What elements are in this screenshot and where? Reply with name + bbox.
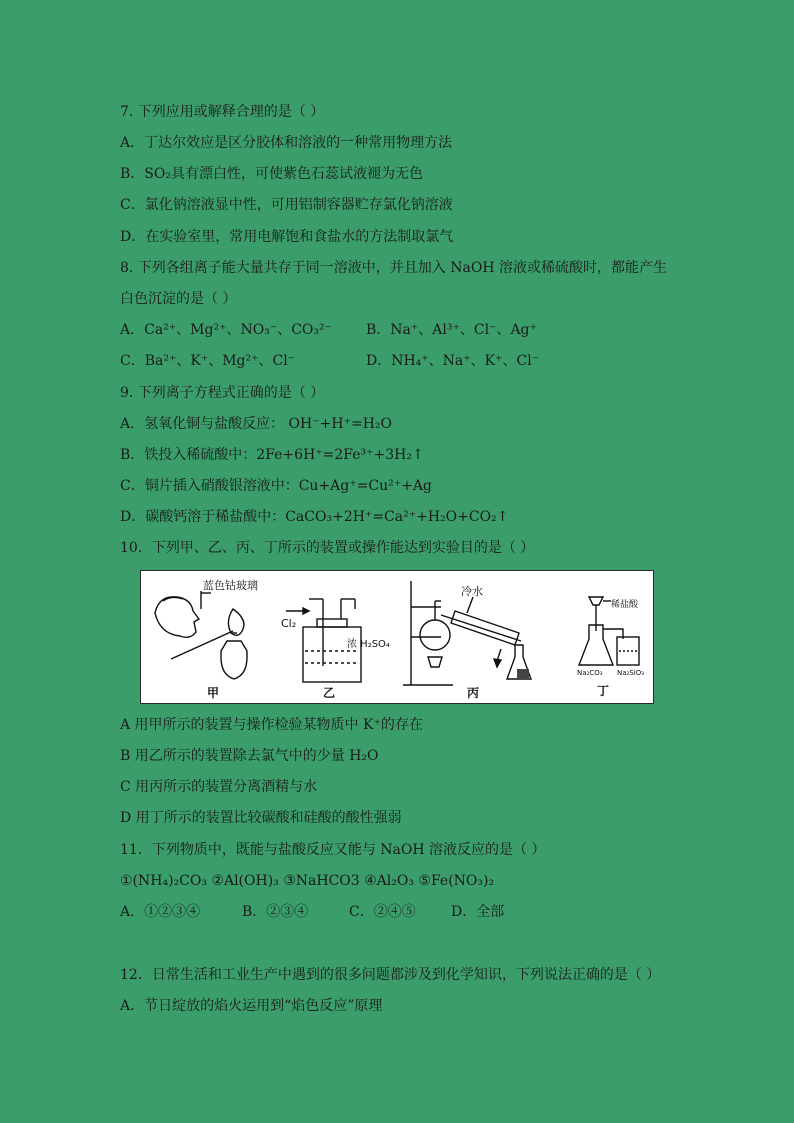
- q10-option-c: C 用丙所示的装置分离酒精与水: [120, 779, 318, 795]
- label-bing: 丙: [467, 686, 480, 700]
- q7-option-a: A．丁达尔效应是区分胶体和溶液的一种常用物理方法: [120, 135, 453, 151]
- q11-option-d: D．全部: [451, 904, 505, 920]
- q11-stem: 11．下列物质中，既能与盐酸反应又能与 NaOH 溶液反应的是（ ）: [120, 842, 546, 858]
- q10-apparatus-figure: [140, 570, 654, 704]
- q9-option-b: B．铁投入稀硫酸中：2Fe+6H⁺=2Fe³⁺+3H₂↑: [120, 447, 424, 463]
- q10-option-d: D 用丁所示的装置比较碳酸和硅酸的酸性强弱: [120, 810, 402, 826]
- q7-option-d: D．在实验室里，常用电解饱和食盐水的方法制取氯气: [120, 229, 454, 245]
- label-conc-h2so4: 浓 H₂SO₄: [347, 639, 390, 650]
- q7-option-b: B．SO₂具有漂白性，可使紫色石蕊试液褪为无色: [120, 166, 423, 182]
- q9-option-d: D．碳酸钙溶于稀盐酸中：CaCO₃+2H⁺=Ca²⁺+H₂O+CO₂↑: [120, 509, 509, 525]
- label-na2sio3: Na₂SiO₃: [617, 669, 645, 677]
- q7-stem: 7. 下列应用或解释合理的是（ ）: [120, 104, 325, 120]
- label-jia: 甲: [207, 686, 220, 700]
- q10-option-b: B 用乙所示的装置除去氯气中的少量 H₂O: [120, 748, 379, 764]
- apparatus-drawing: [141, 571, 653, 703]
- label-cobalt-glass: 蓝色钴玻璃: [203, 579, 258, 592]
- q8-option-c: C．Ba²⁺、K⁺、Mg²⁺、Cl⁻: [120, 353, 296, 369]
- q11-option-b: B．②③④: [242, 904, 309, 920]
- label-ding: 丁: [597, 684, 610, 698]
- q11-option-c: C．②④⑤: [349, 904, 416, 920]
- q8-option-a: A．Ca²⁺、Mg²⁺、NO₃⁻、CO₃²⁻: [120, 322, 333, 338]
- q10-option-a: A 用甲所示的装置与操作检验某物质中 K⁺的存在: [120, 717, 423, 733]
- q9-option-c: C．铜片插入硝酸银溶液中：Cu+Ag⁺=Cu²⁺+Ag: [120, 478, 432, 494]
- q11-items: ①(NH₄)₂CO₃ ②Al(OH)₃ ③NaHCO3 ④Al₂O₃ ⑤Fe(NO₃)₂: [120, 873, 495, 889]
- q8-option-d: D．NH₄⁺、Na⁺、K⁺、Cl⁻: [366, 353, 540, 369]
- label-cold-water: 冷水: [461, 585, 483, 598]
- label-na2co3: Na₂CO₃: [577, 669, 603, 677]
- label-yi: 乙: [323, 686, 336, 700]
- q8-option-b: B．Na⁺、Al³⁺、Cl⁻、Ag⁺: [366, 322, 537, 338]
- q7-option-c: C．氯化钠溶液显中性，可用铝制容器贮存氯化钠溶液: [120, 197, 453, 213]
- q12-option-a: A．节日绽放的焰火运用到“焰色反应”原理: [120, 998, 383, 1014]
- q8-stem-line1: 8. 下列各组离子能大量共存于同一溶液中，并且加入 NaOH 溶液或稀硫酸时，都能产生: [120, 260, 667, 276]
- label-cl2: Cl₂: [281, 617, 297, 630]
- apparatus-jia: [155, 591, 247, 679]
- q10-stem: 10．下列甲、乙、丙、丁所示的装置或操作能达到实验目的是（ ）: [120, 540, 535, 556]
- q9-stem: 9. 下列离子方程式正确的是（ ）: [120, 385, 325, 401]
- q9-option-a: A．氢氧化铜与盐酸反应： OH⁻+H⁺=H₂O: [120, 416, 392, 432]
- q12-stem: 12．日常生活和工业生产中遇到的很多问题都涉及到化学知识，下列说法正确的是（ ）: [120, 967, 661, 983]
- q8-stem-line2: 白色沉淀的是（ ）: [120, 291, 237, 307]
- label-dilute-hcl: 稀盐酸: [611, 600, 639, 610]
- q11-option-a: A．①②③④: [120, 904, 201, 920]
